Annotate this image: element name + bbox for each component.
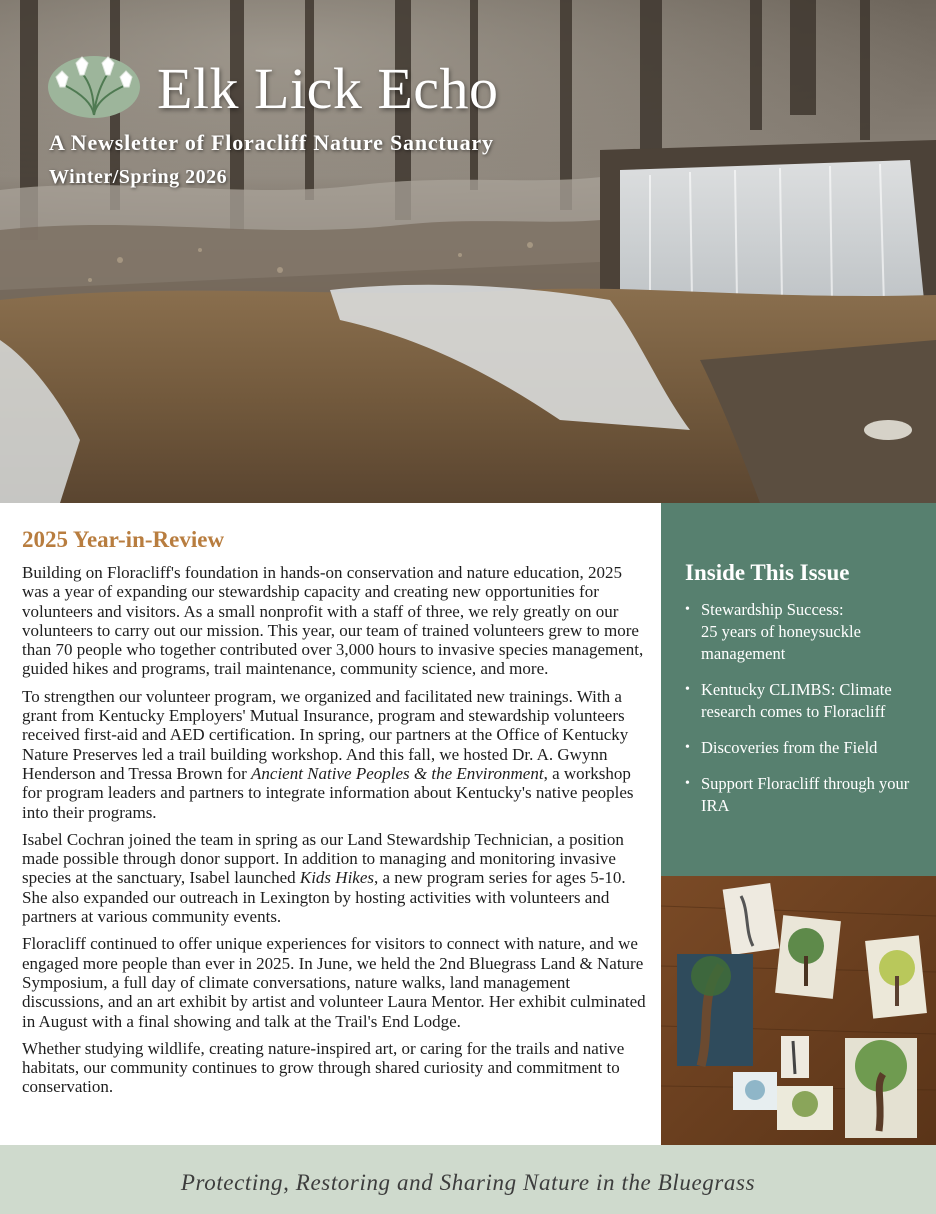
paragraph-text: , a workshop for program leaders and partners to integrate information about Kentucky's native peoples into their programs.	[22, 763, 634, 822]
contents-item-label: Kentucky CLIMBS: Climate research comes to Floracliff	[701, 680, 892, 721]
paragraph-text: Isabel Cochran joined the team in spring as our Land Stewardship Technician, a position made possible through donor support. In addition to managing and monitoring invasive species at the sanctuary, Isabel launched	[22, 829, 624, 888]
sketches-image	[661, 876, 936, 1145]
bullet-icon: •	[685, 740, 690, 755]
issue-date: Winter/Spring 2026	[49, 166, 228, 188]
article-paragraph: Whether studying wildlife, creating nature-inspired art, or caring for the trails and native habitats, our community continues to grow through shared curiosity and commitment to conservation.	[22, 1038, 625, 1097]
program-title: Kids Hikes	[299, 868, 375, 888]
tree-sketches-photo	[661, 876, 936, 1145]
bullet-icon: •	[685, 602, 690, 617]
article-paragraph: Building on Floracliff's foundation in hands-on conservation and nature education, 2025 was a year of expanding our stewardship capacity and creating new opportunities for volunteers and visitors. As a small nonprofit with a staff of three, we rely greatly on our volunteers to carry out our mission. This year, our team of trained volunteers grew to more than 70 people who together contributed over 3,000 hours to invasive species management, guided hikes and programs, trail maintenance, community science, and more.	[22, 563, 644, 679]
contents-item[interactable]	[685, 773, 925, 817]
bullet-icon: •	[685, 776, 690, 791]
article-paragraph: Floracliff continued to offer unique experiences for visitors to connect with nature, and we engaged more people than ever in 2025. In June, we held the 2nd Bluegrass Land & Nature Symposium, a full day of climate conversations, nature walks, land management discussions, and an art exhibit by artist and volunteer Laura Mentor. Her exhibit culminated in August with a final showing and talk at the Trail's End Lodge.	[22, 934, 646, 1031]
newsletter-title: Elk Lick Echo	[157, 56, 499, 121]
contents-item-label: Discoveries from the Field	[701, 738, 878, 757]
footer-band	[0, 1145, 936, 1214]
article-paragraph	[22, 830, 647, 926]
contents-item-label: Stewardship Success:	[701, 600, 844, 619]
workshop-title: Ancient Native Peoples & the Environment	[251, 763, 544, 783]
footer-tagline: Protecting, Restoring and Sharing Nature in the Bluegrass	[180, 1170, 756, 1195]
article-heading: 2025 Year-in-Review	[22, 527, 225, 552]
inside-this-issue-box	[661, 503, 936, 876]
hero-banner	[0, 0, 936, 503]
article-paragraph	[22, 687, 647, 822]
contents-item[interactable]	[685, 599, 925, 665]
contents-item-sublabel: 25 years of honeysuckle management	[701, 622, 861, 663]
contents-list	[685, 599, 925, 831]
year-in-review-article	[22, 525, 647, 1105]
contents-item[interactable]	[685, 737, 925, 759]
newsletter-subtitle: A Newsletter of Floracliff Nature Sanctuary	[49, 130, 494, 155]
paragraph-text: To strengthen our volunteer program, we organized and facilitated new trainings. With a grant from Kentucky Employers' Mutual Insurance, program and stewardship volunteers received first-aid and AED certification. In spring, our partners at the Office of Kentucky Nature Preserves led a trail building workshop. And this fall, we hosted Dr. A. Gwynn Henderson and Tressa Brown for	[22, 686, 629, 783]
sidebar-heading: Inside This Issue	[685, 560, 850, 585]
paragraph-text: , a new program series for ages 5-10. She also expanded our outreach in Lexington by hosting activities with volunteers and partners at various community events.	[22, 868, 626, 927]
contents-item-label: Support Floracliff through your IRA	[701, 774, 910, 815]
trillium-logo-icon	[46, 55, 142, 119]
contents-item[interactable]	[685, 679, 925, 723]
bullet-icon: •	[685, 682, 690, 697]
